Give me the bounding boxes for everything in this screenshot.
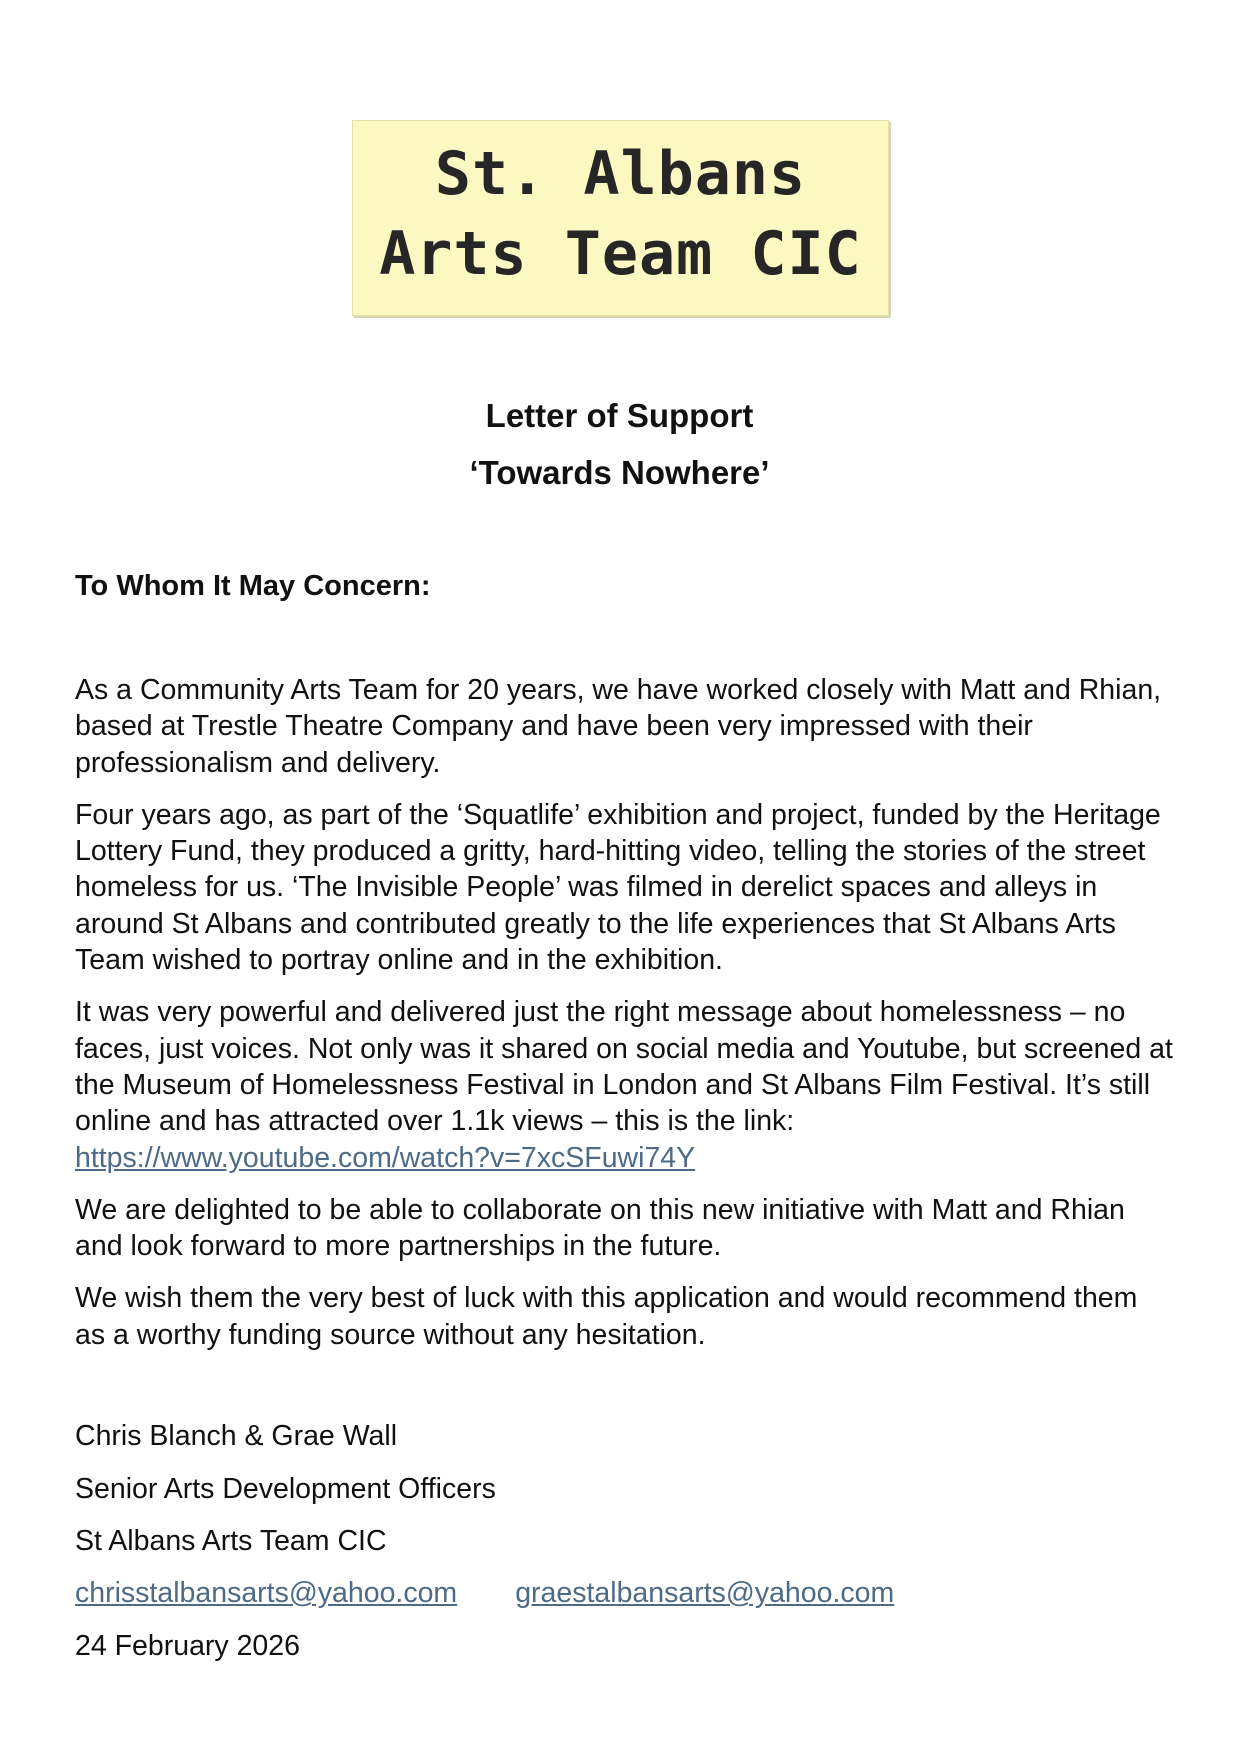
organisation-logo [352, 120, 889, 316]
email-link-grae[interactable]: graestalbansarts@yahoo.com [515, 1577, 895, 1609]
salutation: To Whom It May Concern: [75, 570, 431, 602]
signatory-emails [75, 1575, 894, 1611]
logo-line-1: St. Albans [434, 139, 807, 209]
letter-date: 24 February 2026 [75, 1630, 300, 1662]
email-link-chris[interactable]: chrisstalbansarts@yahoo.com [75, 1577, 458, 1609]
letter-subtitle: ‘Towards Nowhere’ [469, 454, 770, 491]
signatory-role: Senior Arts Development Officers [75, 1473, 496, 1505]
logo-line-2: Arts Team CIC [379, 219, 862, 289]
paragraph-3-text: It was very powerful and delivered just the right message about homelessness – no faces, just voices. Not only was it shared on social media and Youtube, but screened at the Museum of Homelessness Festival in London and St Albans Film Festival. It’s still online and has attracted over 1.1k views – this is the link: [75, 996, 1173, 1138]
signatory-names: Chris Blanch & Grae Wall [75, 1420, 398, 1452]
letter-title: Letter of Support [485, 397, 754, 434]
signatory-organisation: St Albans Arts Team CIC [75, 1525, 387, 1557]
letter-body [75, 672, 1175, 1369]
paragraph-2: Four years ago, as part of the ‘Squatlife’ exhibition and project, funded by the Heritage Lottery Fund, they produced a gritty, hard-hitting video, telling the stories of the street homeless for us. ‘The Invisible People’ was filmed in derelict spaces and alleys in around St Albans and contributed greatly to the life experiences that St Albans Arts Team wished to portray online and in the exhibition. [75, 798, 1161, 977]
paragraph-5: We wish them the very best of luck with this application and would recommend them as a worthy funding source without any hesitation. [75, 1282, 1138, 1351]
paragraph-3 [75, 994, 1175, 1175]
paragraph-4: We are delighted to be able to collaborate on this new initiative with Matt and Rhian and look forward to more partnerships in the future. [75, 1193, 1125, 1263]
youtube-link[interactable]: https://www.youtube.com/watch?v=7xcSFuwi74Y [75, 1141, 696, 1174]
paragraph-1: As a Community Arts Team for 20 years, we have worked closely with Matt and Rhian, based at Trestle Theatre Company and have been very impressed with their professionalism and delivery. [75, 674, 1162, 779]
